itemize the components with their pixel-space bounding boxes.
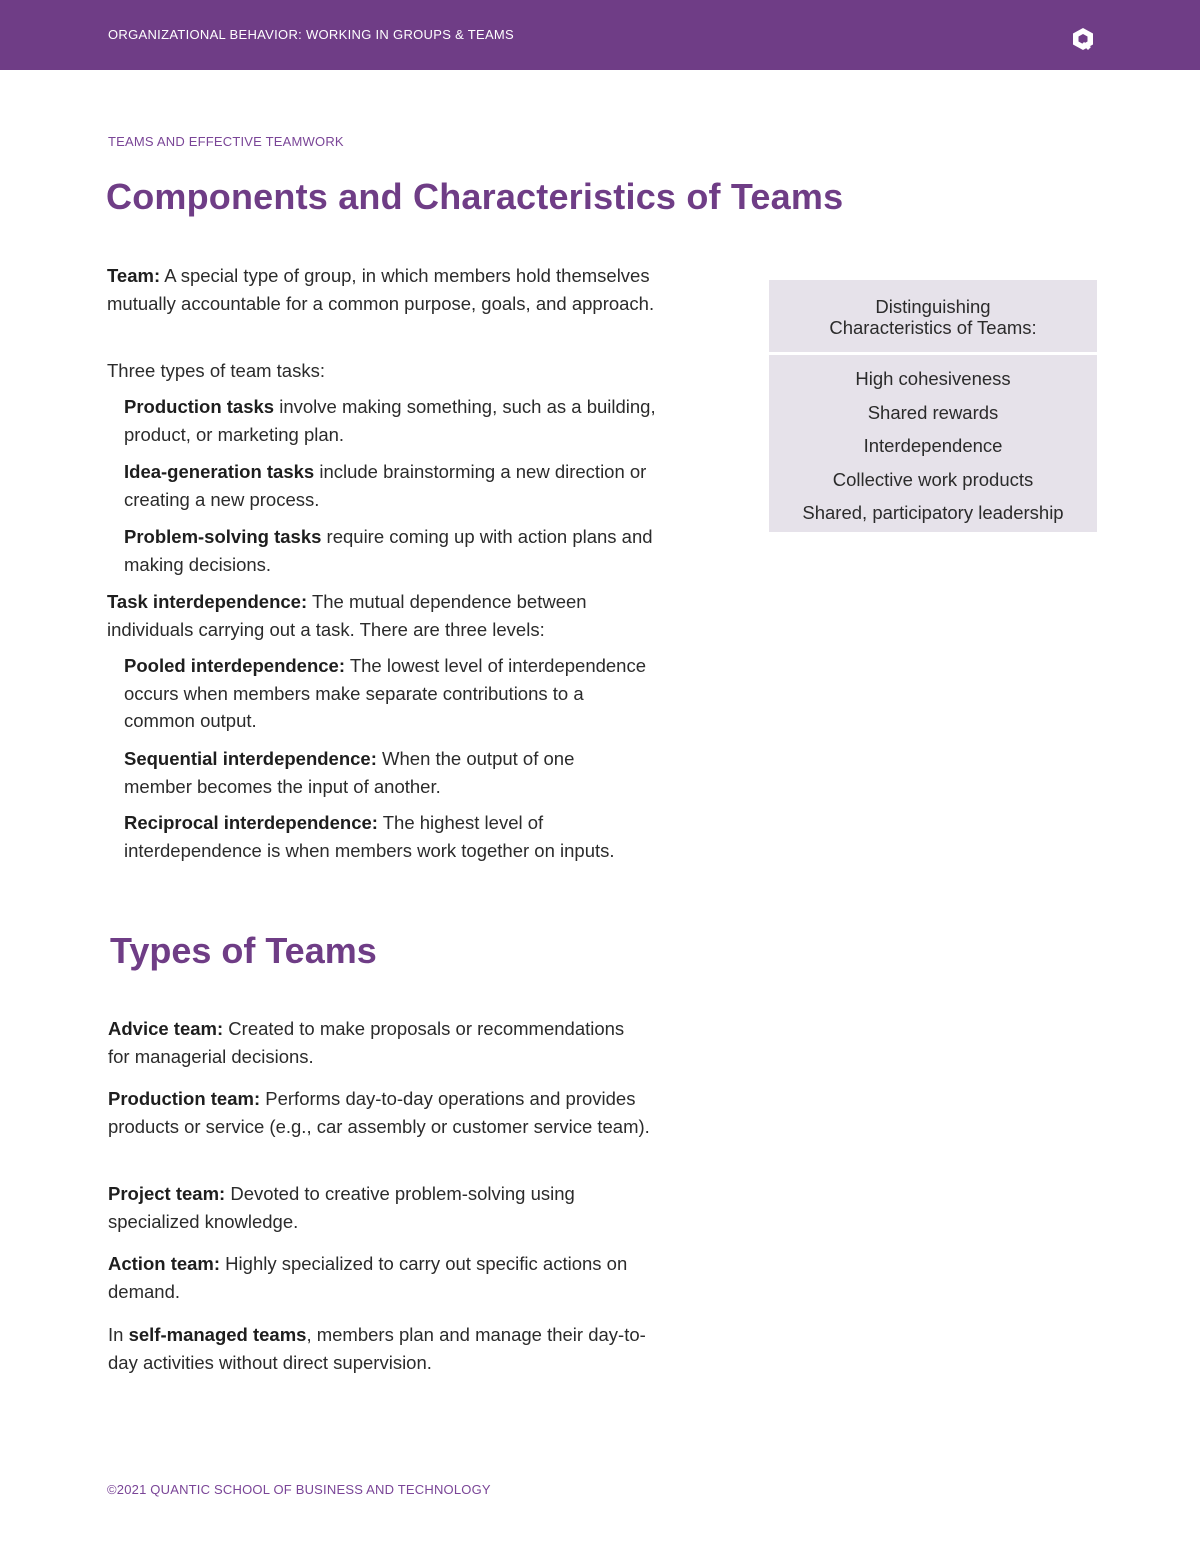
sidebox-list <box>769 355 1097 532</box>
team-type-item <box>108 1250 688 1305</box>
page-title: Components and Characteristics of Teams <box>106 176 844 217</box>
definition-term: Team: <box>107 265 161 286</box>
sidebox-title-line1: Distinguishing <box>875 296 991 317</box>
item-term: Sequential interdependence: <box>124 748 377 769</box>
list-item: Interdependence <box>863 435 1003 456</box>
item-term: Production team: <box>108 1088 261 1109</box>
definition-text: The mutual dependence between individuals carrying out a task. There are three levels: <box>107 591 587 640</box>
item-term: Project team: <box>108 1183 226 1204</box>
interdependence-level-item <box>124 809 644 864</box>
note-text: , members plan and manage their day-to-day activities without direct supervision. <box>108 1324 646 1373</box>
task-type-item <box>124 523 684 578</box>
task-type-item <box>124 458 664 513</box>
item-term: Reciprocal interdependence: <box>124 812 378 833</box>
item-term: Action team: <box>108 1253 221 1274</box>
list-item: Collective work products <box>832 468 1034 490</box>
note-term: self-managed teams <box>128 1324 307 1345</box>
item-text: Devoted to creative problem-solving using specialized knowledge. <box>108 1183 575 1232</box>
team-type-item <box>108 1085 688 1140</box>
quantic-logo-icon <box>1071 27 1095 51</box>
list-item: Shared rewards <box>867 401 999 423</box>
item-text: require coming up with action plans and making decisions. <box>124 526 653 575</box>
team-definition <box>107 262 667 317</box>
item-term: Pooled interdependence: <box>124 655 346 676</box>
item-text: The highest level of interdependence is when members work together on inputs. <box>124 812 615 861</box>
item-text: Created to make proposals or recommendations for managerial decisions. <box>108 1018 625 1067</box>
interdependence-level-item <box>124 652 659 735</box>
team-type-item <box>108 1015 628 1070</box>
section-kicker: TEAMS AND EFFECTIVE TEAMWORK <box>108 134 344 149</box>
header-bar <box>0 0 1200 70</box>
note-prefix: In <box>108 1324 129 1345</box>
item-term: Idea-generation tasks <box>124 461 315 482</box>
sidebox-title-line2: Characteristics of Teams: <box>829 317 1037 338</box>
self-managed-note <box>108 1321 668 1376</box>
interdependence-definition <box>107 588 667 643</box>
sidebox-header <box>769 280 1097 352</box>
item-text: When the output of one member becomes the input of another. <box>124 748 575 797</box>
item-text: involve making something, such as a building, product, or marketing plan. <box>124 396 656 445</box>
header-title: ORGANIZATIONAL BEHAVIOR: WORKING IN GROUPS & TEAMS <box>108 27 515 42</box>
task-type-item <box>124 393 664 448</box>
item-text: include brainstorming a new direction or creating a new process. <box>124 461 647 510</box>
interdependence-level-item <box>124 745 644 800</box>
item-text: The lowest level of interdependence occurs when members make separate contributions to a common output. <box>124 655 647 731</box>
section-title-types: Types of Teams <box>110 930 377 971</box>
item-text: Highly specialized to carry out specific actions on demand. <box>108 1253 628 1302</box>
list-item: Shared, participatory leadership <box>802 502 1064 523</box>
task-types-intro: Three types of team tasks: <box>107 360 325 381</box>
team-type-item <box>108 1180 668 1235</box>
item-term: Problem-solving tasks <box>124 526 322 547</box>
footer-copyright: ©2021 QUANTIC SCHOOL OF BUSINESS AND TECHNOLOGY <box>107 1482 491 1497</box>
item-term: Production tasks <box>124 396 275 417</box>
item-term: Advice team: <box>108 1018 224 1039</box>
characteristics-sidebox <box>769 280 1097 532</box>
definition-text: A special type of group, in which members hold themselves mutually accountable for a common purpose, goals, and approach. <box>107 265 655 314</box>
list-item: High cohesiveness <box>855 368 1011 389</box>
definition-term: Task interdependence: <box>107 591 308 612</box>
item-text: Performs day-to-day operations and provides products or service (e.g., car assembly or customer service team). <box>108 1088 650 1137</box>
